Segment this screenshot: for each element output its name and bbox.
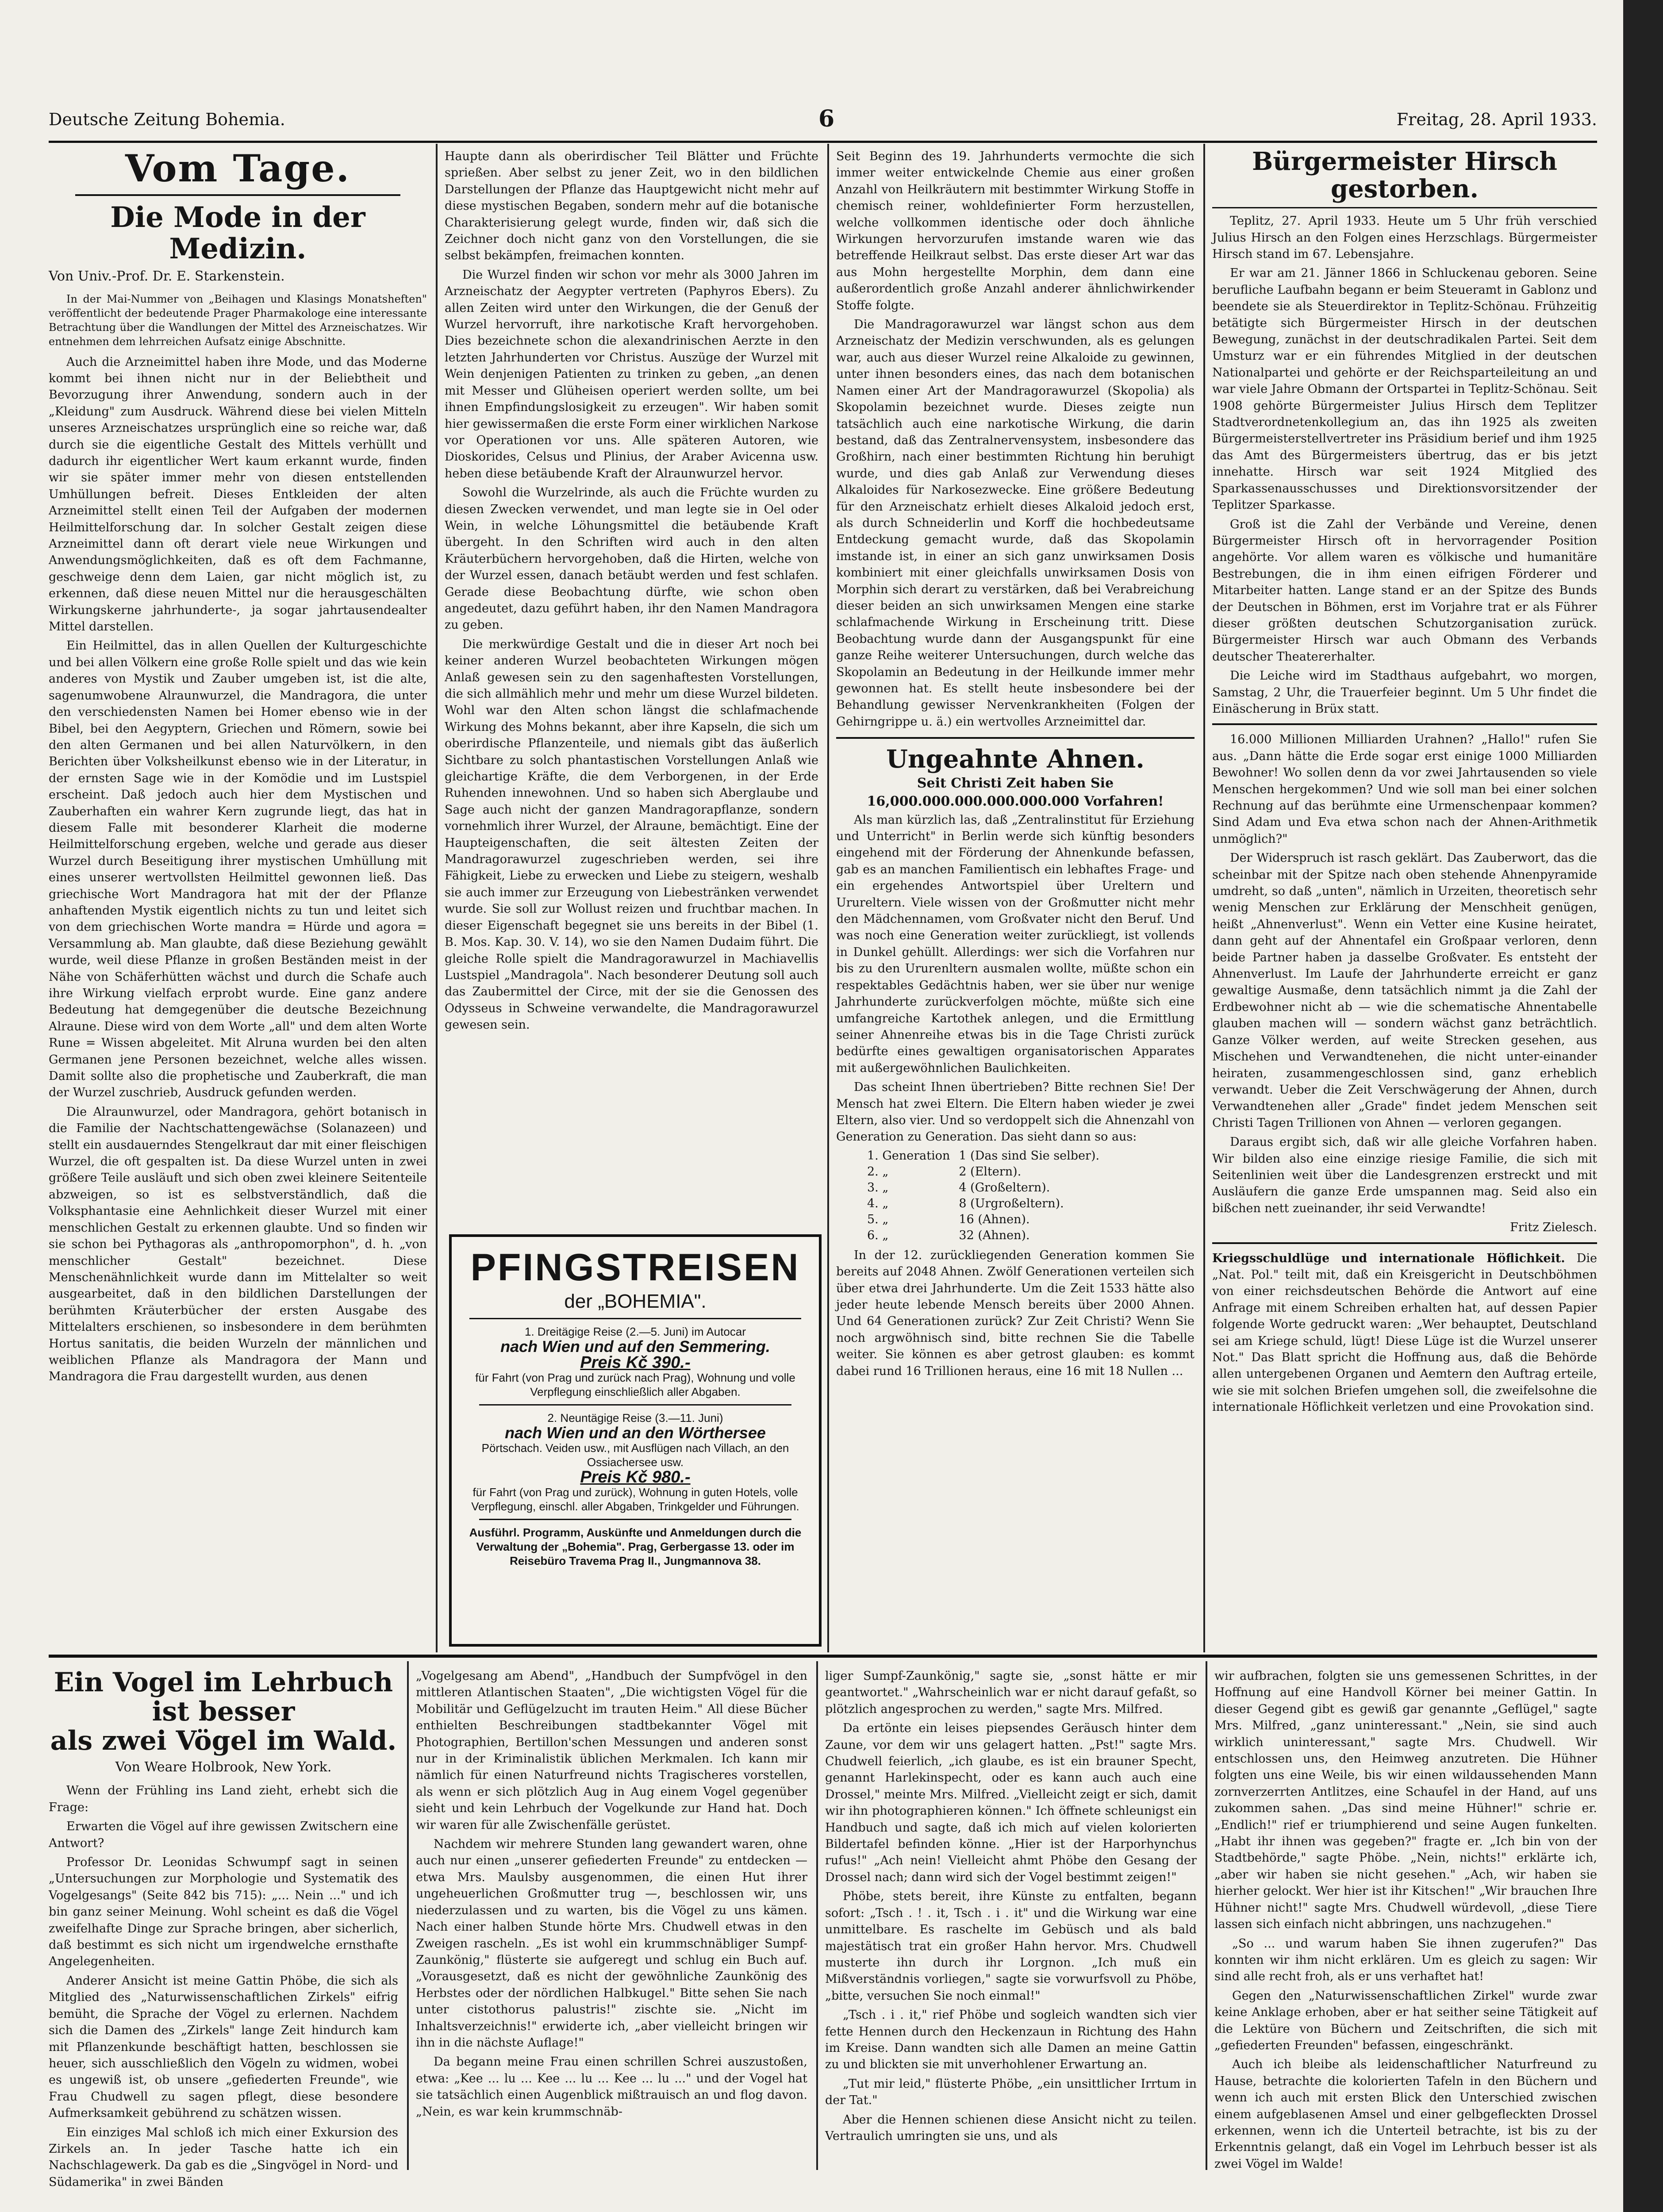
column-rule (827, 144, 829, 1652)
ad-trip1-destination: nach Wien und auf den Semmering. (500, 1337, 770, 1356)
paragraph: „So ... und warum haben Sie ihnen zugerufen?" Das konnten wir ihm nicht erklären. Um es gleich zu sagen: Wir sind alle recht froh, als er uns verhaftet hat! (1214, 1936, 1597, 1984)
header-rule (49, 141, 1597, 143)
paragraph: Sowohl die Wurzelrinde, als auch die Früchte wurden zu diesen Zwecken verwendet, und man legte sie in Oel oder Wein, in welche Löhungsmittel die betäubende Kraft übergeht. In den Schriften wird auch in den alten Kräuterbüchern hervorgehoben, daß die Hirten, welche von der Wurzel essen, danach betäubt werden und fest schlafen. Gerade diese Beobachtung dürfte, wie schon oben angedeutet, dazu geführt haben, ihr den Namen Mandragora zu geben. (445, 486, 818, 632)
article-hirsch-col (1212, 148, 1597, 1650)
article-title-hirsch: Bürgermeister Hirsch gestorben. (1252, 147, 1558, 204)
article-subhead: Seit Christi Zeit haben Sie (917, 775, 1114, 791)
article-vogel-col4 (1214, 1668, 1597, 2170)
paragraph: Ein einziges Mal schloß ich mich einer Exkursion des Zirkels an. In jeder Tasche hatte ich ein Nachschlagewerk. Da gab es die „Singvögel in Nord- und Südamerika" in zwei Bänden (49, 2125, 398, 2189)
paragraph: Das scheint Ihnen übertrieben? Bitte rechnen Sie! Der Mensch hat zwei Eltern. Die Eltern haben wieder je zwei Eltern, also vier. Und so verdoppelt sich die Ahnenzahl von Generation zu Generation. Das sieht dann so aus: (836, 1080, 1194, 1144)
article-vogel-col1 (49, 1667, 398, 2189)
paragraph: wir aufbrachen, folgten sie uns gemessenen Schrittes, in der Hoffnung auf eine Handvoll Körner bei meiner Gattin. In dieser Gegend gibt es gewiß gar genannte „Geflügel," sagte Mrs. Milfred, „ganz uninteressant." „Nein, sie sind auch wirklich uninteressant," sagte Mrs. Chudwell. Wir entschlossen uns, den Heimweg anzutreten. Die Hühner folgten uns eine Weile, bis wir einen wildaussehenden Mann zornverzerrten Antlitzes, eine Schaufel in der Hand, auf uns zukommen sahen. „Das sind meine Hühner!" schrie er. „Endlich!" rief er triumphierend und seine Augen funkelten. „Habt ihr ihnen was gegeben?" fragte er. „Ich bin von der Stadtbehörde," sagte Phöbe. „Nein, nichts!" erklärte ich, „aber wir haben sie nicht gesehen." „Ach, wir haben sie hierher gelockt. Wer hier ist ihr Kitschen!" „Wir brauchen Ihre Hühner nicht!" sagte Mrs. Chudwell würdevoll, „diese Tiere lassen sich einfach nicht abbringen, uns nachzugehen." (1214, 1669, 1597, 1932)
paragraph: liger Sumpf-Zaunkönig," sagte sie, „sonst hätte er mir geantwortet." „Wahrscheinlich war er nicht darauf gefaßt, so plötzlich angesprochen zu werden," sagte Mrs. Milfred. (825, 1669, 1197, 1716)
article-vogel-col3 (825, 1668, 1197, 2170)
paragraph: Gegen den „Naturwissenschaftlichen Zirkel" wurde zwar keine Anklage erhoben, aber er hat seither seine Tätigkeit auf die Lektüre von Büchern und Zeitschriften, die sich mit „gefiederten Freunden" befassen, eingeschränkt. (1214, 1989, 1597, 2052)
paragraph: Er war am 21. Jänner 1866 in Schluckenau geboren. Seine berufliche Laufbahn begann er beim Steueramt in Gablonz und beendete sie als Steuerdirektor in Teplitz-Schönau. Frühzeitig betätigte sich Bürgermeister Hirsch in der deutschen Bewegung, zunächst in der deutschradikalen Partei. Seit dem Umsturz war er ein führendes Mitglied in der deutschen Nationalpartei und gehörte er der Reichsparteileitung an und war viele Jahre Obmann der Ortspartei in Teplitz-Schönau. Seit 1908 gehörte Bürgermeister Julius Hirsch dem Teplitzer Stadtverordnetenkollegium an, das ihn 1925 als zweiten Bürgermeisterstellvertreter ins Präsidium berief und ihm 1925 das Amt des Bürgermeisters übertrug, das er bis jetzt innehatte. Hirsch war seit 1924 Mitglied des Sparkassenausschusses und Direktionsvorsitzender der Teplitzer Sparkasse. (1212, 266, 1597, 512)
paragraph: Da begann meine Frau einen schrillen Schrei auszustoßen, etwa: „Kee ... lu ... Kee ... lu ... Kee ... lu ..." und der Vogel hat sie tatsächlich einen Augenblick mißtrauisch an und flog davon. „Nein, es war kein krummschnäb- (416, 2055, 807, 2119)
article-separator (1212, 723, 1597, 725)
paragraph-kriegsschuld (1212, 1250, 1597, 1416)
ad-trip1-head: 1. Dreitägige Reise (2.—5. Juni) im Autocar (525, 1325, 746, 1338)
paragraph: Ein Heilmittel, das in allen Quellen der Kulturgeschichte und bei allen Völkern eine große Rolle spielt und das wie kein anderes von Mystik und Zauber umgeben ist, ist die alte, sagenumwobene Alraunwurzel, die Mandragora, die unter den verschiedensten Namen bei Homer ebenso wie in der Bibel, bei den Aegyptern, Griechen und Römern, sowie bei den alten Germanen und bei allen Naturvölkern, in den Berichten über Volksheilkunst ebenso wie in der Literatur, in der ernsten Sage wie in der Komödie und im Lustspiel erscheint. Daß jedoch auch hier dem Mystischen und Zauberhaften ein wahrer Kern zugrunde liegt, das hat in diesem Falle mit besonderer Klarheit die moderne Heilmittelforschung ergeben, welche und gerade aus dieser Wurzel durch Beseitigung ihrer mystischen Umhüllung mit eines unserer wertvollsten Heilmittel gewonnen ließ. Das griechische Wort Mandragora hat mit der der Pflanze anhaftenden Mystik eigentlich nichts zu tun und leitet sich von dem griechischen Worte mandra = Hürde und agora = Versammlung ab. Man glaubte, daß diese Beziehung gewählt wurde, weil diese Pflanze in großen Beständen meist in der Nähe von Schäferhütten wächst und durch die Schafe auch ihre Wirkung vielfach erprobt wurde. Eine ganz andere Bedeutung hat demgegenüber die deutsche Bezeichnung Alraune. Diese wird von dem Worte „all" und dem alten Worte Rune = Wissen abgeleitet. Mit Alruna wurden bei den alten Germanen jene Personen bezeichnet, welche alles wissen. Damit sollte also die prophetische und Zauberkraft, die man der Wurzel zuschrieb, Ausdruck gefunden werden. (49, 639, 427, 1100)
paragraph-text: Die „Nat. Pol." teilt mit, daß ein Kreisgericht in Deutschböhmen von einer reichsdeutschen Behörde die Antwort auf eine Anfrage mit einem Schreiben erhalten hat, auf dessen Papier folgende Worte gedruckt waren: „Wer behauptet, Deutschland sei am Kriege schuld, lügt! Diese Lüge ist die Wurzel unserer Not." Das Blatt spricht die Hoffnung aus, daß die Behörde allen untergebenen Organen und Aemtern den Auftrag erteile, wie sie mit solchen Briefen umgehen soll, die zweifelsohne die internationale Höflichkeit verletzen und eine Provokation sind. (1212, 1251, 1597, 1414)
paragraph-lead: Kriegsschuldlüge und internationale Höflichkeit. (1212, 1251, 1565, 1265)
paragraph: Da ertönte ein leises piepsendes Geräusch hinter dem Zaune, vor dem wir uns gelagert hatten. „Pst!" sagte Mrs. Chudwell feierlich, „ich glaube, es ist ein brauner Specht, genannt Harlekinspecht, oder es kann auch auch eine Drossel," meinte Mrs. Milfred. „Vielleicht zeigt er sich, damit wir ihn photographieren können." Ich öffnete schleunigst ein Handbuch und sagte, daß ich mich auf vielen kolorierten Bildertafel befinden könne. „Hier ist der Harporhynchus rufus!" „Ach nein! Vielleicht ahmt Phöbe den Gesang der Drossel nach; dann wird sich der Vogel bestimmt zeigen!" (825, 1721, 1197, 1884)
signature: Fritz Zielesch. (1510, 1221, 1597, 1235)
ad-trip2-price: Preis Kč 980.- (580, 1468, 691, 1486)
article-subhead: 16,000.000.000.000.000.000 Vorfahren! (867, 794, 1164, 810)
section-heading-vom-tage: Vom Tage. (125, 146, 350, 190)
article-separator (1212, 1242, 1597, 1244)
heading-rule (75, 194, 400, 196)
paragraph: Teplitz, 27. April 1933. Heute um 5 Uhr früh verschied Julius Hirsch an den Folgen eines Herzschlags. Bürgermeister Hirsch stand im 67. Lebensjahre. (1212, 214, 1597, 261)
paragraph: Seit Beginn des 19. Jahrhunderts vermochte die sich immer weiter entwickelnde Chemie aus einer großen Anzahl von Heilkräutern mit bestimmter Wirkung Stoffe in chemisch reiner, wohldefinierter Form herzustellen, welche vollkommen identische oder doch ähnliche Wirkungen hervorzurufen imstande waren wie das betreffende Heilkraut selbst. Das erste dieser Art war das aus Mohn hergestellte Morphin, dem dann eine außerordentlich große Anzahl anderer ähnlichwirkender Stoffe folgte. (836, 150, 1194, 312)
article-vom-tage-col2 (445, 148, 818, 1223)
ad-rule (479, 1404, 791, 1406)
ad-rule (469, 1318, 801, 1319)
ad-trip2-destination: nach Wien und an den Wörthersee (505, 1424, 766, 1442)
article-intro: In der Mai-Nummer von „Beihagen und Klasings Monatsheften" veröffentlicht der bedeutende Prager Pharmakologe eine interessante Betrachtung über die Wandlungen der Mittel des Arzneischatzes. Wir entnehmen dem lehrreichen Aufsatz einige Abschnitte. (49, 292, 427, 348)
ad-trip1-text: für Fahrt (von Prag und zurück nach Prag), Wohnung und volle Verpflegung einschließlich aller Abgaben. (475, 1371, 795, 1398)
article-separator (836, 737, 1194, 739)
column-rule (436, 144, 438, 1652)
paragraph: Auch ich bleibe als leidenschaftlicher Naturfreund zu Hause, betrachte die kolorierten Tafeln in den Büchern und wenn ich auch mit ersten Blick den Unterschied zwischen einem aufgeblasenen Amsel und einer gelbgefleckten Drossel erkennen, wenn ich die Unterteil betrachte, ist bis zu der Erkenntnis gelangt, daß ein Vogel im Lehrbuch besser ist als zwei Vögel im Walde! (1214, 2058, 1597, 2171)
table-row: 2. „ 2 (Eltern). (867, 1164, 1022, 1179)
paragraph: „Vogelgesang am Abend", „Handbuch der Sumpfvögel in den mittleren Atlantischen Staaten", „Die wichtigsten Vögel für die Mobilitär und Geflügelzucht im trauten Heim." All diese Bücher enthielten Beschreibungen stadtbekannter Vögel mit Photographien, Bertillon'schen Messungen und anderen sonst nur in der Kriminalistik üblichen Merkmalen. Ich kann mir nämlich für einen Naturfreund nichts Tragischeres vorstellen, als wenn er sich plötzlich Aug in Aug einem Vogel gegenüber sieht und kein Lehrbuch der Vogelkunde zur Hand hat. Doch wir waren für alle Zwischenfälle gerüstet. (416, 1669, 807, 1832)
paragraph: Erwarten die Vögel auf ihre gewissen Zwitschern eine Antwort? (49, 1820, 398, 1850)
ad-trip2-sub: Pörtschach. Veiden usw., mit Ausflügen nach Villach, an den Ossiachersee usw. (481, 1441, 789, 1469)
generation-table (863, 1148, 1104, 1244)
paragraph: Daraus ergibt sich, daß wir alle gleiche Vorfahren haben. Wir bilden also eine einzige riesige Familie, die sich mit Seitenlinien weit über die Landesgrenzen erstreckt und mit Ausläufern die ganze Erde umspannen mag. Seid also ein bißchen nett zueinander, ihr seid Verwandte! (1212, 1135, 1597, 1215)
ad-subtitle: der „BOHEMIA". (564, 1290, 707, 1312)
column-rule (816, 1661, 818, 2170)
paragraph: Als man kürzlich las, daß „Zentralinstitut für Erziehung und Unterricht" in Berlin werde sich künftig besonders eingehend mit der Förderung der Ahnenkunde befassen, gab es an manchen Familientisch ein lebhaftes Frage- und ein ergehendes Antwortspiel über Ureltern und Urureltern. Viele wissen von der Großmutter nicht mehr den Mädchennamen, vom Großvater nicht den Beruf. Und was noch eine Generation weiter zurückliegt, ist vollends in Dunkel gehüllt. Allerdings: wer sich die Vorfahren nur bis zu den Ururenltern ausmalen wollte, müßte schon ein respektables Gedächtnis haben, wer sie über nur wenige Jahrhunderte zurückverfolgen möchte, müßte sich eine umfangreiche Kartothek anlegen, und die Ermittlung seiner Ahnenreihe etwas bis in die Tage Christi zurück bedürfte eines gewaltigen organisatorischen Apparates mit außergewöhnlichen Baulichkeiten. (836, 813, 1194, 1075)
ad-footer: Ausführl. Programm, Auskünfte und Anmeldungen durch die Verwaltung der „Bohemia". Prag, Gerbergasse 13. oder im Reisebüro Travema Prag II., Jungmannova 38. (469, 1526, 802, 1567)
paragraph: Der Widerspruch ist rasch geklärt. Das Zauberwort, das die scheinbar mit der Spitze nach oben stehende Ahnenpyramide umdreht, so daß „unten", nämlich in Urzeiten, theoretisch sehr wenig Menschen zur Erklärung der Menschheit genügen, heißt „Ahnenverlust". Wenn ein Vetter eine Kusine heiratet, dann geht auf der Ahnentafel ein Großpaar verloren, denn beide Partner haben ja dasselbe Großvater. Es entsteht der Ahnenverlust. Im Laufe der Jahrhunderte erreicht er ganz gewaltige Ausmaße, denn tatsächlich nimmt ja die Zahl der Erdbewohner nicht ab — wie die schematische Ahnentabelle glauben machen will — sondern wächst ganz beträchtlich. Ganze Völker werden, auf weite Strecken gesehen, aus Mischehen und Verwandtenehen, die nicht unter-einander heiraten, zusammengeschlossen sind, ganz erheblich verwandt. Ueber die Zeit Verschwägerung der Ahnen, durch Verwandtenehen aller „Grade" findet jedem Menschen seit Christi Tagen Trillionen von Ahnen — verloren gegangen. (1212, 851, 1597, 1130)
article-byline: Von Univ.-Prof. Dr. E. Starkenstein. (49, 269, 285, 284)
paragraph: Professor Dr. Leonidas Schwumpf sagt in seinen „Untersuchungen zur Morphologie und Systematik des Vogelgesangs" (Seite 842 bis 715): „... Nein ..." und ich bin ganz seiner Meinung. Wohl scheint es daß die Vögel zweifelhafte Dinge zur Sprache bringen, aber sicherlich, daß bestimmt es sich nicht um irgendwelche ernsthafte Angelegenheiten. (49, 1855, 398, 1969)
advertisement-pfingstreisen (449, 1234, 822, 1647)
article-title-vogel-1: Ein Vogel im Lehrbuch ist besser (54, 1667, 393, 1727)
paragraph: Die Alraunwurzel, oder Mandragora, gehört botanisch in die Familie der Nachtschattengewächse (Solanazeen) und stellt ein ausdauerndes Stengelkraut dar mit einer fleischigen Wurzel, die oft gespalten ist. Da diese Wurzel unten in zwei größere Teile ausläuft und sich oben zwei kleinere Seitenteile abzweigen, so ist es selbstverständlich, daß die Volksphantasie eine Aehnlichkeit dieser Wurzel mit einer menschlichen Gestalt zu erkennen glaubte. Und so finden wir sie schon bei Pythagoras als „anthropomorphon", d. h. „von menschlicher Gestalt" bezeichnet. Diese Menschenähnlichkeit wurde dann im Mittelalter so weit ausgearbeitet, daß in den bildlichen Darstellungen der berühmten Kräuterbücher der ersten Ausgabe des Mittelalters erschienen, so insbesondere in dem berühmten Hortus sanitatis, die beiden Wurzeln der männlichen und weiblichen Pflanze als Mandragora der Mann und Mandragora die Frau dargestellt wurden, aus denen (49, 1105, 427, 1384)
ad-trip2-head: 2. Neuntägige Reise (3.—11. Juni) (547, 1411, 723, 1425)
paragraph: „Tsch . i . it," rief Phöbe und sogleich wandten sich vier fette Hennen durch den Heckenzaun in Richtung des Hahn im Kreise. Dann wandten sich alle Damen an meine Gattin zu und blickten sie mit unverhohlener Erwartung an. (825, 2008, 1197, 2072)
paragraph: 16.000 Millionen Milliarden Urahnen? „Hallo!" rufen Sie aus. „Dann hätte die Erde sogar erst einige 1000 Milliarden Bewohner! Wo sollen denn da vor zwei Jahrtausenden so viele Menschen hergekommen? Und wie soll man bei einer solchen Rechnung auf das berühmte eine Urmenschenpaar kommen? Sind Adam und Eva etwa schon nach der Ahnen-Arithmetik unmöglich?" (1212, 733, 1597, 846)
table-row: 1. Generation 1 (Das sind Sie selber). (867, 1148, 1100, 1163)
title-rule (1212, 207, 1597, 208)
section-rule (49, 1655, 1597, 1658)
paragraph: Die Mandragorawurzel war längst schon aus dem Arzneischatz der Medizin verschwunden, als es gelungen war, auch aus dieser Wurzel reine Alkaloide zu gewinnen, unter ihnen besonders eines, das nach dem botanischen Namen einer Art der Mandragorawurzel (Skopolia) als Skopolamin bezeichnet wurde. Dieses zeigte nun tatsächlich auch eine narkotische Wirkung, die darin bestand, daß das Zentralnervensystem, insbesondere das Großhirn, nach einer bestimmten Richtung hin beruhigt wurde, und dies gab Anlaß zur Verwendung dieses Alkaloides für Narkosezwecke. Eine größere Bedeutung für den Arzneischatz erhielt dieses Alkaloid jedoch erst, als durch Schneiderlin und Korff die hochbedeutsame Entdeckung gemacht wurde, daß das Skopolamin imstande ist, in einer an sich ganz unwirksamen Dosis kombiniert mit einer gleichfalls unwirksamen Dosis von Morphin sich derart zu verstärken, daß bei Verabreichung dieser beiden an sich unwirksamen Mengen eine starke schlafmachende Wirkung in Erscheinung tritt. Diese Beobachtung wurde dann der Ausgangspunkt für eine ganze Reihe weiterer Untersuchungen, durch welche das Skopolamin an Bedeutung in der Heilkunde immer mehr gewonnen hat. Es stellt heute insbesondere bei der Behandlung gewisser Nervenkrankheiten (Folgen der Gehirngrippe u. ä.) ein wertvolles Arzneimittel dar. (836, 318, 1194, 729)
column-rule (407, 1661, 409, 2170)
ad-title: PFINGSTREISEN (470, 1246, 800, 1289)
header-page-number: 6 (818, 105, 835, 132)
ad-trip1-price: Preis Kč 390.- (580, 1353, 691, 1372)
paragraph: Die merkwürdige Gestalt und die in dieser Art noch bei keiner anderen Wurzel beobachteten Wirkungen mögen Anlaß gewesen sein zu den sagenhaftesten Vorstellungen, die sich allmählich mehr und mehr um diese Wurzel bildeten. Wohl war den Alten schon längst die schlafmachende Wirkung des Mohns bekannt, aber ihre Kapseln, die sich um oberirdische Pflanzenteile, und niemals gibt das äußerlich Sichtbare zu solch phantastischen Vorstellungen Anlaß wie gleichartige Kräfte, die dem Verborgenen, in der Erde Ruhenden innewohnen. Und so haben sich Aberglaube und Sage auch nicht der ganzen Mandragorapflanze, sondern vornehmlich ihrer Wurzel, der Alraune, bemächtigt. Eine der Haupteigenschaften, die seit ältesten Zeiten der Mandragorawurzel zugeschrieben werden, sei ihre Fähigkeit, Liebe zu erwecken und Liebe zu steigern, weshalb sie auch immer zur Erzeugung von Liebestränken verwendet wurde. Sie soll zur Wollust reizen und fruchtbar machen. In dieser Eigenschaft begegnet sie uns bereits in der Bibel (1. B. Mos. Kap. 30. V. 14), wo sie den Namen Dudaim führt. Die gleiche Rolle spielt die Mandragorawurzel in Machiavellis Lustspiel „Mandragola". Nach besonderer Deutung soll auch das Zaubermittel der Circe, mit der sie die Genossen des Odysseus in Schweine verwandelte, die Mandragorawurzel gewesen sein. (445, 637, 818, 1032)
table-row: 3. „ 4 (Großeltern). (867, 1180, 1050, 1194)
paragraph: Aber die Hennen schienen diese Ansicht nicht zu teilen. Vertraulich umringten sie uns, und als (825, 2112, 1197, 2143)
header-newspaper-name: Deutsche Zeitung Bohemia. (49, 110, 285, 129)
table-row: 6. „ 32 (Ahnen). (867, 1228, 1030, 1242)
column-rule (1206, 1661, 1207, 2170)
paragraph: In der 12. zurückliegenden Generation kommen Sie bereits auf 2048 Ahnen. Zwölf Generationen verteilen sich über etwa drei Jahrhunderte. Um die Zeit 1533 hätte also jeder heute lebende Mensch bereits über 2000 Ahnen. Und 64 Generationen zurück? Zur Zeit Christi? Wenn Sie noch argwöhnisch sind, bitte rechnen Sie die Tabelle weiter. Sie können es aber getrost glauben: es kommt dabei rund 16 Trillionen heraus, eine 16 mit 18 Nullen ... (836, 1248, 1194, 1378)
paragraph: Die Wurzel finden wir schon vor mehr als 3000 Jahren im Arzneischatz der Aegypter vertreten (Paphyros Ebers). Zu allen Zeiten wird unter den Wirkungen, die der Genuß der Wurzel hervorruft, ihre narkotische Kraft hervorgehoben. Dies bezeichnete schon die alexandrinischen Aerzte in den letzten Jahrhunderten vor Christus. Auszüge der Wurzel mit Wein denjenigen Patienten zu trinken zu geben, „an denen mit Messer und Glüheisen operiert werden sollte, um bei ihnen Empfindungslosigkeit zu erzeugen". Wir haben somit hier gewissermaßen die erste Form einer wirklichen Narkose vor Operationen vor uns. Alle späteren Autoren, wie Dioskorides, Celsus und Plinius, der Araber Avicenna usw. heben diese betäubende Kraft der Alraunwurzel hervor. (445, 268, 818, 480)
paragraph: Auch die Arzneimittel haben ihre Mode, und das Moderne kommt bei ihnen nicht nur in der Beliebtheit und Bevorzugung ihrer Anwendung, sondern auch in der „Kleidung" zum Ausdruck. Während diese bei vielen Mitteln unseres Arzneischatzes ursprünglich eine so reiche war, daß durch sie die eigentliche Gestalt des Mittels verhüllt und dadurch ihr eigentlicher Wert kaum erkannt wurde, finden wir sie später immer mehr von diesen entstellenden Umhüllungen befreit. Dieses Entkleiden der alten Arzneimittel stellt einen Teil der Aufgaben der modernen Heilmittelforschung dar. In solcher Gestalt zeigen diese Arzneimittel dann oft derart viele neue Wirkungen und Anwendungsmöglichkeiten, daß es oft dem Fachmanne, geschweige denn dem Laien, gar nicht möglich ist, zu erkennen, daß diese neuen Mittel nur die herausgeschälten Wirkungskerne jahrhunderte-, ja sogar jahrtausendealter Mittel darstellen. (49, 355, 427, 634)
paragraph: Die Leiche wird im Stadthaus aufgebahrt, wo morgen, Samstag, 2 Uhr, die Trauerfeier beginnt. Um 5 Uhr findet die Einäscherung in Brüx statt. (1212, 669, 1597, 716)
article-title-mode-medizin: Die Mode in der Medizin. (110, 201, 365, 265)
paragraph: Anderer Ansicht ist meine Gattin Phöbe, die sich als Mitglied des „Naturwissenschaftlichen Zirkels" eifrig bemüht, die Sprache der Vögel zu erlernen. Nachdem sich die Damen des „Zirkels" lange Zeit hindurch kam mit Pflanzenkunde beschäftigt hatten, beschlossen sie heuer, sich ausschließlich den Vögeln zu widmen, wobei es ungewiß ist, ob unsere „gefiederten Freunde", wie Frau Chudwell zu sagen pflegt, diese besondere Aufmerksamkeit gebührend zu schätzen wissen. (49, 1974, 398, 2120)
paragraph: Wenn der Frühling ins Land zieht, erhebt sich die Frage: (49, 1784, 398, 1814)
paragraph: Nachdem wir mehrere Stunden lang gewandert waren, ohne auch nur einen „unserer gefiederten Freunde" zu entdecken — etwa Mrs. Maulsby ausgenommen, die einen Hut ihrer ungeheuerlichen Großmutter trug —, beschlossen wir, uns niederzulassen und zu warten, bis die Vögel zu uns kämen. Nach einer halben Stunde hörte Mrs. Chudwell etwas in den Zweigen rascheln. „Es ist wohl ein krummschnäbliger Sumpf-Zaunkönig," flüsterte sie aufgeregt und schlug ein Buch auf. „Vorausgesetzt, daß es nicht der gewöhnliche Zaunkönig des Herbstes oder der nördlichen Halbkugel." Bitte sehen Sie nach unter cistothorus palustris!" zischte sie. „Nicht im Inhaltsverzeichnis!" erwiderte ich, „aber vielleicht bringen wir ihn in die nächste Auflage!" (416, 1837, 807, 2050)
paragraph: „Tut mir leid," flüsterte Phöbe, „ein unsittlicher Irrtum in der Tat." (825, 2077, 1197, 2108)
header-date: Freitag, 28. April 1933. (1396, 110, 1597, 129)
ad-trip2-text: für Fahrt (von Prag und zurück), Wohnung in guten Hotels, volle Verpflegung, einschl. aller Abgaben, Trinkgelder und Führungen. (471, 1486, 799, 1513)
scan-edge (1623, 0, 1663, 2212)
table-row: 5. „ 16 (Ahnen). (867, 1212, 1030, 1226)
article-byline: Von Weare Holbrook, New York. (115, 1759, 332, 1775)
running-header (49, 105, 1597, 136)
paragraph: Phöbe, stets bereit, ihre Künste zu entfalten, begann sofort: „Tsch . ! . it, Tsch . i . it" und die Wirkung war eine unmittelbare. Es raschelte im Gebüsch und als bald majestätisch trat ein großer Hahn hervor. Mrs. Chudwell musterte ihn durch ihr Lorgnon. „Ich muß ein Mißverständnis vorliegen," sagte sie vorwurfsvoll zu Phöbe, „bitte, versuchen Sie noch einmal!" (825, 1889, 1197, 2003)
article-title-ungeahnte-ahnen: Ungeahnte Ahnen. (886, 745, 1145, 774)
table-row: 4. „ 8 (Urgroßeltern). (867, 1196, 1064, 1210)
article-vogel-col2 (416, 1668, 807, 2170)
paragraph: Groß ist die Zahl der Verbände und Vereine, denen Bürgermeister Hirsch oft in hervorragender Position angehörte. Vor allem waren es völkische und humanitäre Bestrebungen, die in ihm einen eifrigen Förderer und Mitarbeiter hatten. Lange stand er an der Spitze des Bunds der Deutschen in Böhmen, erst im Vorjahre trat er als Führer dieser größten deutschen Schutzorganisation zurück. Bürgermeister Hirsch war auch Obmann des Verbands deutscher Theatererhalter. (1212, 517, 1597, 664)
paragraph: Haupte dann als oberirdischer Teil Blätter und Früchte sprießen. Aber selbst zu jener Zeit, wo in den bildlichen Darstellungen der Pflanze das Hauptgewicht nicht mehr auf diese mystischen Begaben, sondern mehr auf die botanische Charakterisierung gelegt wurde, finden wir, daß sich die Zeichner doch nicht ganz von den Vorstellungen, die sie selbst bekämpfen, freimachen konnten. (445, 150, 818, 263)
article-vom-tage-col1 (49, 148, 427, 1650)
article-title-vogel-2: als zwei Vögel im Wald. (50, 1725, 397, 1756)
column-rule (1203, 144, 1205, 1652)
article-vom-tage-col3 (836, 148, 1194, 1650)
ad-rule (479, 1519, 791, 1520)
